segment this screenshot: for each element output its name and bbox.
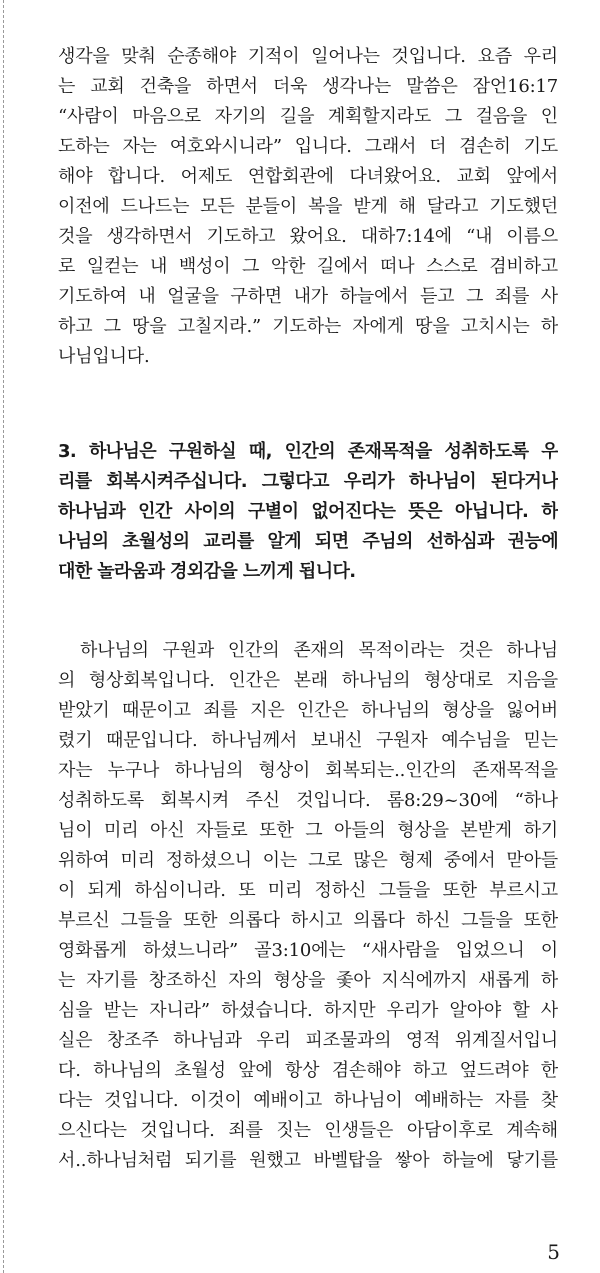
text-line: 서..하나님처럼 되기를 원했고 바벨탑을 쌓아 하늘에 닿기를: [58, 1150, 558, 1171]
text-line: 기도하여 내 얼굴을 구하면 내가 하늘에서 듣고 그 죄를 사: [58, 286, 558, 307]
text-line: 다. 하나님의 초월성 앞에 항상 겸손해야 하고 엎드려야 한: [58, 1060, 558, 1081]
text-line: 실은 창조주 하나님과 우리 피조물과의 영적 위계질서입니: [58, 1030, 558, 1051]
text-line: 것을 생각하면서 기도하고 왔어요. 대하7:14에 “내 이름으: [58, 226, 558, 247]
text-line: 로 일컫는 내 백성이 그 악한 길에서 떠나 스스로 겸비하고: [58, 256, 558, 277]
text-line: 는 자기를 창조하신 자의 형상을 좇아 지식에까지 새롭게 하: [58, 970, 558, 991]
text-line: 받았기 때문이고 죄를 지은 인간은 하나님의 형상을 잃어버: [58, 700, 558, 721]
heading-line: 나님의 초월성의 교리를 알게 되면 주님의 선하심과 권능에: [58, 531, 558, 552]
text-line: 나님입니다.: [58, 346, 150, 367]
text-line: 이 되게 하심이니라. 또 미리 정하신 그들을 또한 부르시고: [58, 880, 558, 901]
text-line: 하고 그 땅을 고칠지라.” 기도하는 자에게 땅을 고치시는 하: [58, 316, 558, 337]
page-number: 5: [547, 1240, 560, 1264]
text-line: 다는 것입니다. 이것이 예배이고 하나님이 예배하는 자를 찾: [58, 1090, 558, 1111]
text-line: “사람이 마음으로 자기의 길을 계획할지라도 그 걸음을 인: [58, 106, 558, 127]
text-line: 의 형상회복입니다. 인간은 본래 하나님의 형상대로 지음을: [58, 670, 558, 691]
text-line: 님이 미리 아신 자들로 또한 그 아들의 형상을 본받게 하기: [58, 820, 558, 841]
heading-line: 리를 회복시켜주십니다. 그렇다고 우리가 하나님이 된다거나: [58, 471, 558, 492]
text-line: 렸기 때문입니다. 하나님께서 보내신 구원자 예수님을 믿는: [58, 730, 558, 751]
heading-line: 하나님과 인간 사이의 구별이 없어진다는 뜻은 아닙니다. 하: [58, 501, 558, 522]
heading-line: 3. 하나님은 구원하실 때, 인간의 존재목적을 성취하도록 우: [58, 441, 558, 462]
text-line: 는 교회 건축을 하면서 더욱 생각나는 말씀은 잠언16:17: [58, 76, 558, 97]
text-line: 으신다는 것입니다. 죄를 짓는 인생들은 아담이후로 계속해: [58, 1120, 558, 1141]
heading-line: 대한 놀라움과 경외감을 느끼게 됩니다.: [58, 561, 356, 582]
text-line: 부르신 그들을 또한 의롭다 하시고 의롭다 하신 그들을 또한: [58, 910, 558, 931]
text-line: 생각을 맞춰 순종해야 기적이 일어나는 것입니다. 요즘 우리: [58, 46, 558, 67]
text-line: 이전에 드나드는 모든 분들이 복을 받게 해 달라고 기도했던: [58, 196, 558, 217]
text-line: 도하는 자는 여호와시니라” 입니다. 그래서 더 겸손히 기도: [58, 136, 558, 157]
text-line: 위하여 미리 정하셨으니 이는 그로 많은 형제 중에서 맏아들: [58, 850, 558, 871]
page-edge-rule: [3, 0, 4, 1273]
text-line: 심을 받는 자니라” 하셨습니다. 하지만 우리가 알아야 할 사: [58, 1000, 558, 1021]
text-line: 영화롭게 하셨느니라” 골3:10에는 “새사람을 입었으니 이: [58, 940, 558, 961]
text-line: 해야 합니다. 어제도 연합회관에 다녀왔어요. 교회 앞에서: [58, 166, 558, 187]
text-line: 하나님의 구원과 인간의 존재의 목적이라는 것은 하나님: [80, 640, 558, 661]
text-line: 성취하도록 회복시켜 주신 것입니다. 롬8:29~30에 “하나: [58, 790, 558, 811]
text-line: 자는 누구나 하나님의 형상이 회복되는..인간의 존재목적을: [58, 760, 558, 781]
